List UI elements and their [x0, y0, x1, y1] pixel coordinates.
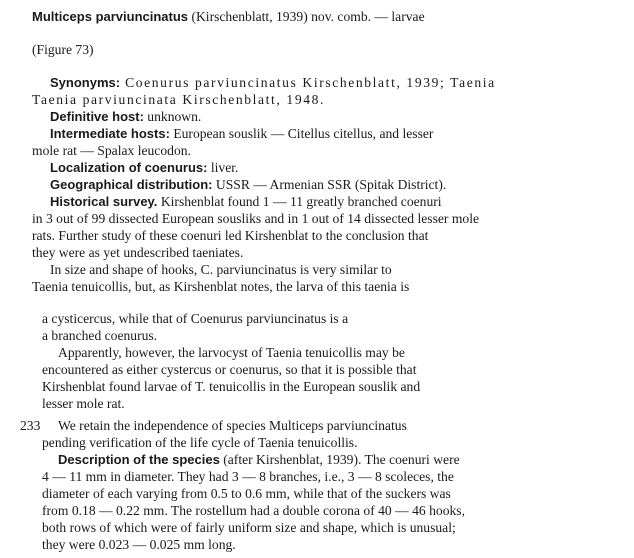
description-line-4: from 0.18 — 0.22 mm. The rostellum had a double corona of 40 — 46 hooks,	[42, 503, 465, 518]
description-line-6: they were 0.023 — 0.025 mm long.	[42, 537, 236, 552]
species-heading	[32, 8, 425, 25]
body-line-7: We retain the independence of species Multiceps parviuncinatus	[58, 418, 407, 433]
species-authority: (Kirschenblatt, 1939) nov. comb. — larvae	[188, 9, 425, 24]
historical-survey-line-1: Historical survey. Kirshenblat found 1 — 11 greatly branched coenuri	[50, 194, 442, 209]
description-line-1: Description of the species (after Kirshenblat, 1939). The coenuri were	[58, 452, 460, 467]
body-line-1: a cysticercus, while that of Coenurus parviuncinatus is a	[42, 311, 349, 326]
historical-survey-line-4: they were as yet undescribed taeniates.	[32, 245, 244, 260]
body-line-2: a branched coenurus.	[42, 328, 158, 343]
intermediate-hosts-line-1: Intermediate hosts: European souslik — Citellus citellus, and lesser	[50, 126, 434, 141]
description-line-3: diameter of each varying from 0.5 to 0.6 mm, while that of the suckers was	[42, 486, 451, 501]
species-name: Multiceps parviuncinatus	[32, 9, 189, 24]
figure-reference: (Figure 73)	[32, 42, 94, 57]
intermediate-hosts-line-2: mole rat — Spalax leucodon.	[32, 143, 191, 158]
description-line-5: both rows of which were of fairly uniform size and shape, which is unusual;	[42, 520, 456, 535]
body-line-5: Kirshenblat found larvae of T. tenuicollis in the European souslik and	[42, 379, 421, 394]
body-line-8: pending verification of the life cycle of Taenia tenuicollis.	[42, 435, 358, 450]
synonyms-line-1: Synonyms: Coenurus parviuncinatus Kirschenblatt, 1939; Taenia	[50, 75, 496, 90]
historical-survey-line-6: Taenia tenuicollis, but, as Kirshenblat notes, the larva of this taenia is	[32, 279, 410, 294]
synonyms-label: Synonyms:	[50, 75, 121, 90]
definitive-host: Definitive host: unknown.	[50, 109, 202, 124]
page-number: 233	[20, 418, 41, 433]
historical-survey-line-2: in 3 out of 99 dissected European sousliks and in 1 out of 14 dissected lesser mole	[32, 211, 480, 226]
historical-survey-line-3: rats. Further study of these coenuri led Kirshenblat to the conclusion that	[32, 228, 429, 243]
localization: Localization of coenurus: liver.	[50, 160, 239, 175]
body-line-3: Apparently, however, the larvocyst of Taenia tenuicollis may be	[58, 345, 405, 360]
historical-survey-line-5: In size and shape of hooks, C. parviuncinatus is very similar to	[50, 262, 392, 277]
body-line-4: encountered as either cystercus or coenurus, so that it is possible that	[42, 362, 417, 377]
body-line-6: lesser mole rat.	[42, 396, 125, 411]
geographical-distribution: Geographical distribution: USSR — Armenian SSR (Spitak District).	[50, 177, 447, 192]
synonyms-line-2: Taenia parviuncinata Kirschenblatt, 1948.	[32, 92, 326, 107]
description-line-2: 4 — 11 mm in diameter. They had 3 — 8 branches, i.e., 3 — 8 scoleces, the	[42, 469, 454, 484]
